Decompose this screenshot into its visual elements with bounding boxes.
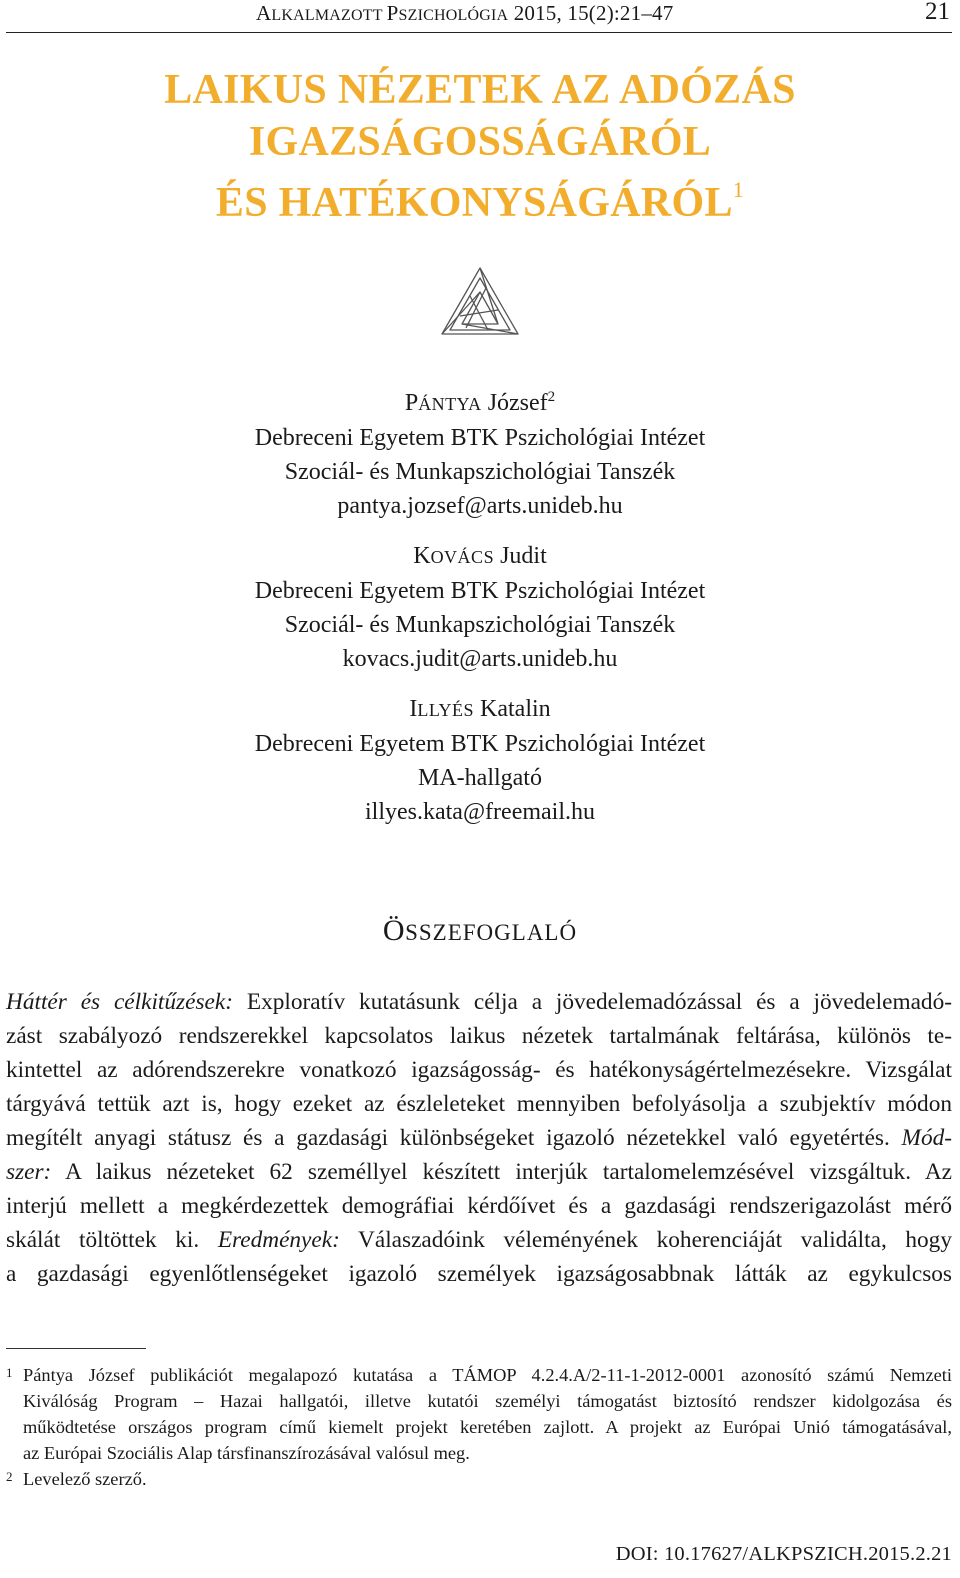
author-given-name: József bbox=[487, 390, 548, 416]
abstract-line bbox=[6, 1087, 952, 1121]
abstract-line bbox=[6, 1189, 952, 1223]
author-given-name: Katalin bbox=[480, 696, 551, 722]
author-affiliation: Debreceni Egyetem BTK Pszichológiai Intézet bbox=[254, 731, 706, 757]
abstract-line bbox=[6, 1155, 952, 1189]
author-affiliation: Debreceni Egyetem BTK Pszichológiai Intézet bbox=[254, 425, 706, 451]
author-list bbox=[0, 380, 960, 845]
author-email[interactable]: pantya.jozsef@arts.unideb.hu bbox=[337, 493, 623, 519]
title-line-2: IGAZSÁGOSSÁGÁRÓL bbox=[248, 119, 712, 165]
author-name bbox=[0, 539, 960, 574]
footnote-number: 1 bbox=[6, 1365, 13, 1380]
author-surname-initial: I bbox=[409, 696, 418, 722]
author-surname: LLYÉS bbox=[417, 700, 475, 720]
author-email[interactable]: kovacs.judit@arts.unideb.hu bbox=[342, 646, 618, 672]
abstract-text: zást szabályozó rendszerekkel kapcsolatos laikus nézetek tartalmának feltárása, különös te- bbox=[6, 1023, 952, 1049]
abstract-text: a gazdasági egyenlőtlenségeket igazoló személyek igazságosabbnak látták az egykulcsos bbox=[6, 1261, 952, 1287]
abstract-text: kintettel az adórendszerekre vonatkozó igazságosság- és hatékonyságértelmezésekre. Vizsgálat bbox=[6, 1057, 952, 1083]
footnote-line: működtetése országos program című kiemelt projekt keretében zajlott. A projekt az Európai Unió támogatásával, bbox=[23, 1417, 952, 1437]
footnote-line: az Európai Szociális Alap társfinanszírozásával valósul meg. bbox=[23, 1443, 470, 1463]
page-number: 21 bbox=[925, 0, 950, 25]
author-name bbox=[0, 380, 960, 421]
abstract-line bbox=[6, 1223, 952, 1257]
abstract-text: Exploratív kutatásunk célja a jövedelemadózással és a jövedelemadó- bbox=[232, 989, 952, 1015]
abstract-line bbox=[6, 1121, 952, 1155]
author-surname-initial: P bbox=[404, 390, 419, 416]
abstract-label: Eredmények: bbox=[217, 1227, 340, 1253]
abstract-line bbox=[6, 1019, 952, 1053]
abstract-line bbox=[6, 1053, 952, 1087]
author-2 bbox=[0, 539, 960, 676]
abstract-text: A laikus nézeteket 62 személlyel készített interjúk tartalomelemzésével vizsgáltuk. Az bbox=[51, 1159, 952, 1185]
abstract-body bbox=[6, 985, 952, 1291]
author-email[interactable]: illyes.kata@freemail.hu bbox=[364, 799, 595, 825]
author-given-name: Judit bbox=[500, 543, 547, 569]
footnote-line: Kiválóság Program – Hazai hallgatói, illetve kutatói személyi támogatást biztosító rendszer kidolgozása és bbox=[23, 1391, 952, 1411]
abstract-line bbox=[6, 985, 952, 1019]
abstract-text: interjú mellett a megkérdezettek demográfiai kérdőívet és a gazdasági rendszerigazolást mérő bbox=[6, 1193, 952, 1219]
abstract-heading-rest: SSZEFOGLALÓ bbox=[405, 920, 578, 945]
journal-issue: 2015, 15(2):21–47 bbox=[508, 1, 674, 25]
footnote-line: Pántya József publikációt megalapozó kutatása a TÁMOP 4.2.4.A/2-11-1-2012-0001 azonosító számú Nemzeti bbox=[23, 1365, 952, 1385]
footnote-2 bbox=[6, 1466, 952, 1492]
abstract-heading-initial: Ö bbox=[382, 914, 406, 947]
footnote-1 bbox=[6, 1362, 952, 1466]
abstract-text: Válaszadóink véleményének koherenciáját validálta, hogy bbox=[339, 1227, 952, 1253]
author-surname: OVÁCS bbox=[430, 547, 495, 567]
abstract-text: tárgyává tettük azt is, hogy ezeket az észleleteket mennyiben befolyásolja a szubjektív módon bbox=[6, 1091, 952, 1117]
journal-word-2: SZICHOLÓGIA bbox=[398, 7, 509, 24]
abstract-text: skálát töltöttek ki. bbox=[6, 1227, 218, 1253]
footnote-divider bbox=[6, 1348, 146, 1349]
abstract-heading bbox=[0, 914, 960, 948]
author-surname: ÁNTYA bbox=[418, 394, 482, 414]
author-name bbox=[0, 692, 960, 727]
title-line-1: LAIKUS NÉZETEK AZ ADÓZÁS bbox=[164, 67, 796, 113]
journal-initial-2: P bbox=[386, 1, 399, 25]
author-department: MA-hallgató bbox=[418, 765, 542, 791]
author-footnote-mark: 2 bbox=[547, 389, 556, 405]
article-title bbox=[0, 64, 960, 229]
author-department: Szociál- és Munkapszichológiai Tanszék bbox=[284, 459, 676, 485]
doi[interactable]: DOI: 10.17627/ALKPSZICH.2015.2.21 bbox=[615, 1543, 952, 1565]
author-surname-initial: K bbox=[413, 543, 431, 569]
journal-citation bbox=[256, 1, 673, 26]
abstract-label: Mód- bbox=[901, 1125, 952, 1151]
journal-word-1: LKALMAZOTT bbox=[271, 7, 387, 24]
title-line-3 bbox=[0, 168, 960, 229]
author-department: Szociál- és Munkapszichológiai Tanszék bbox=[284, 612, 676, 638]
impossible-triangle-logo-icon bbox=[440, 266, 520, 338]
footnote-line: Levelező szerző. bbox=[23, 1469, 147, 1489]
abstract-label: Háttér és célkitűzések: bbox=[6, 989, 233, 1015]
running-head bbox=[6, 0, 952, 33]
abstract-line bbox=[6, 1257, 952, 1291]
author-affiliation: Debreceni Egyetem BTK Pszichológiai Intézet bbox=[254, 578, 706, 604]
abstract-text: megítélt anyagi státusz és a gazdasági különbségeket igazoló nézetekkel való egyetértés. bbox=[6, 1125, 902, 1151]
author-3 bbox=[0, 692, 960, 829]
footnote-number: 2 bbox=[6, 1469, 13, 1484]
footnotes bbox=[6, 1362, 952, 1492]
author-1 bbox=[0, 380, 960, 523]
journal-initial-1: A bbox=[256, 1, 272, 25]
title-footnote-mark: 1 bbox=[732, 177, 745, 202]
abstract-label: szer: bbox=[6, 1159, 52, 1185]
title-line-3-text: ÉS HATÉKONYSÁGÁRÓL bbox=[215, 180, 733, 226]
